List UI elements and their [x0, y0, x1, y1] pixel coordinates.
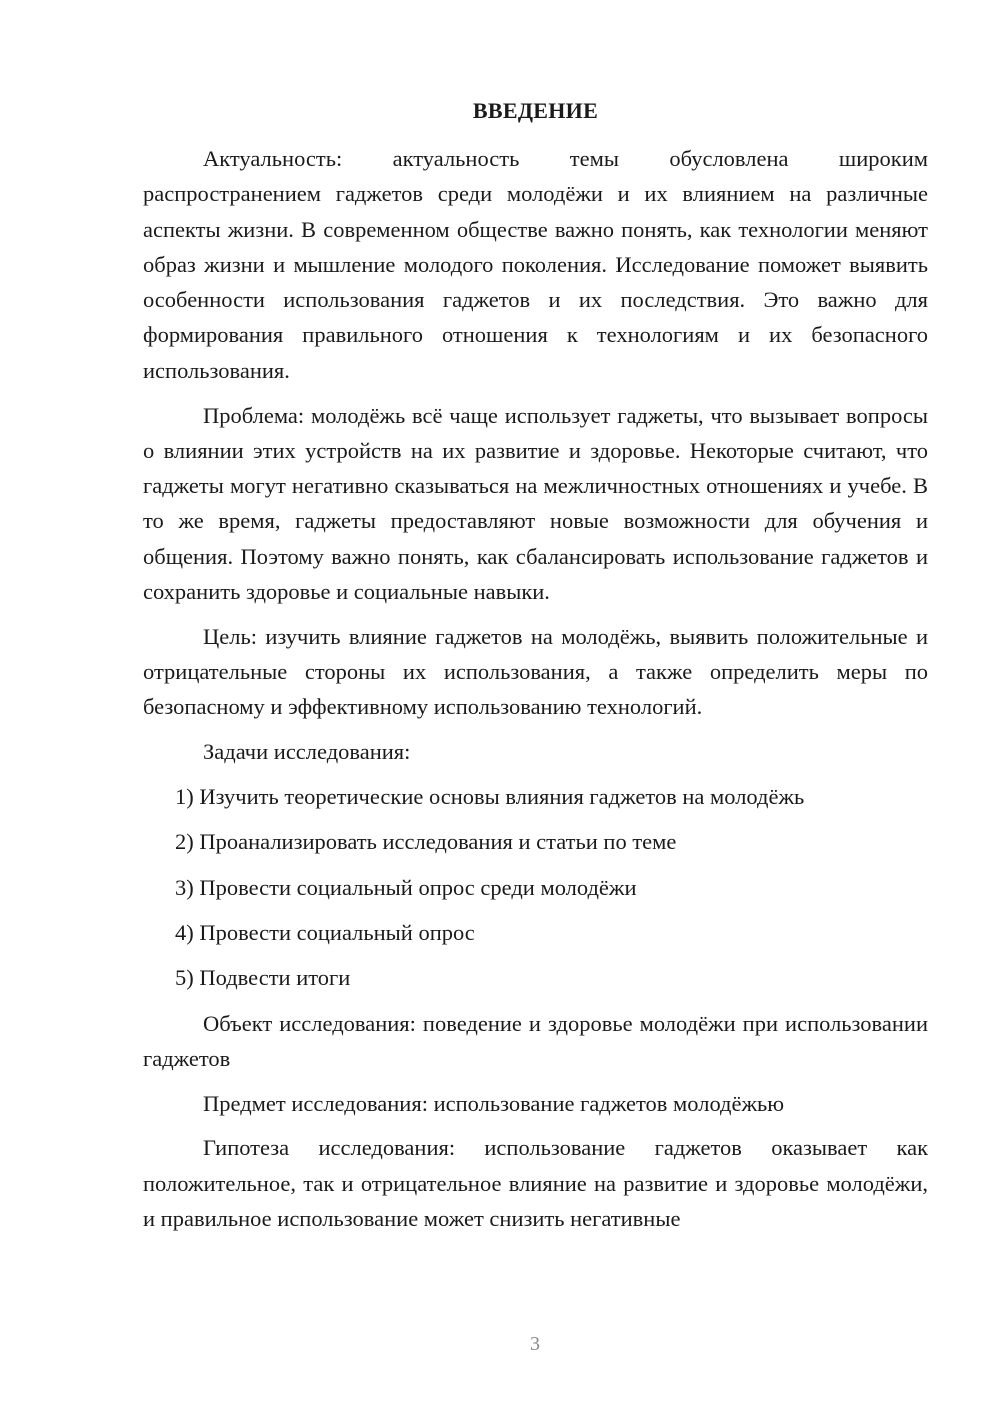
- object-paragraph: Объект исследования: поведение и здоровье молодёжи при использовании гаджетов: [143, 1010, 928, 1071]
- page-title: ВВЕДЕНИЕ: [472, 98, 599, 123]
- task-item: 3) Провести социальный опрос среди молодёжи: [175, 874, 637, 900]
- hypothesis-paragraph: Гипотеза исследования: использование гаджетов оказывает как положительное, так и отрицательное влияние на развитие и здоровье молодёжи, и правильное использование может снизить негативные: [143, 1135, 928, 1232]
- task-item: 4) Провести социальный опрос: [175, 919, 475, 945]
- subject-paragraph: Предмет исследования: использование гаджетов молодёжью: [203, 1090, 785, 1116]
- problem-paragraph: Проблема: молодёжь всё чаще использует гаджеты, что вызывает вопросы о влиянии этих устройств на их развитие и здоровье. Некоторые считают, что гаджеты могут негативно сказываться на межличностных отношениях и учебе. В то же время, гаджеты предоставляют новые возможности для обучения и общения. Поэтому важно понять, как сбалансировать использование гаджетов и сохранить здоровье и социальные навыки.: [143, 402, 928, 605]
- tasks-heading: Задачи исследования:: [203, 739, 411, 765]
- goal-paragraph: Цель: изучить влияние гаджетов на молодёжь, выявить положительные и отрицательные стороны их использования, а также определить меры по безопасному и эффективному использованию технологий.: [143, 623, 928, 720]
- page-content: [143, 93, 928, 1246]
- tasks-list: [143, 779, 928, 995]
- page-number: 3: [530, 1333, 540, 1355]
- task-item: 2) Проанализировать исследования и статьи по теме: [175, 829, 677, 855]
- task-item: 5) Подвести итоги: [175, 965, 351, 991]
- relevance-paragraph: Актуальность: актуальность темы обусловлена широким распространением гаджетов среди молодёжи и их влиянием на различные аспекты жизни. В современном обществе важно понять, как технологии меняют образ жизни и мышление молодого поколения. Исследование поможет выявить особенности использования гаджетов и их последствия. Это важно для формирования правильного отношения к технологиям и их безопасного использования.: [143, 146, 928, 383]
- task-item: 1) Изучить теоретические основы влияния гаджетов на молодёжь: [175, 784, 805, 810]
